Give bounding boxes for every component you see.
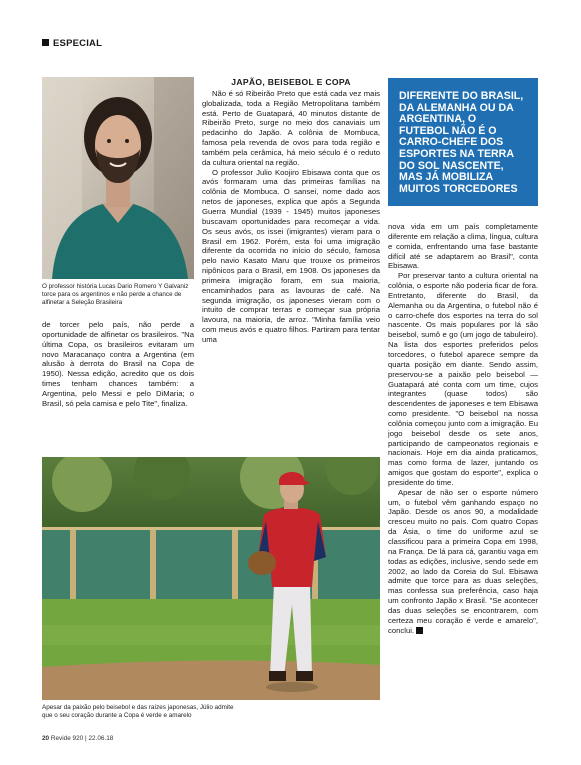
baseball-player-illustration [42,457,380,700]
section-heading: JAPÃO, BEISEBOL E COPA [231,77,351,87]
professor-photo-caption: O professor história Lucas Dario Romero Y Galvaniz torce para os argentinos e não perde a chance de alfinetar a Seleção Brasileira [42,283,189,306]
column-3 [388,222,538,635]
footer-separator: | [85,735,87,742]
column-2-paragraph-1: Não é só Ribeirão Preto que está cada vez mais globalizada, toda a Região Metropolitana também está. Perto de Guatapará, 40 minutos distante de Ribeirão Preto, surge no meio dos canaviais um pedacinho do Japão. A colônia de Mombuca, famosa pela revenda de ovos para toda região e também pela cerâmica, há meio século é o reduto da cultura oriental na região. [202,88,380,167]
magazine-issue: Revide 920 [50,735,84,742]
page-footer [42,735,113,742]
column-2-paragraph-2: O professor Julio Koojiro Ebisawa conta que os avós formaram uma das primeiras famílias na colônia de Mombuca. O sansei, nome dado aos netos de japoneses, explica que após a Segunda Guerra Mundial (1939 - 1945) muitos japoneses buscavam oportunidades para recomeçar a vida. Os seus avós, os issei (imigrantes) vieram para o Brasil em 1962. Porém, esta foi uma imigração diferente da ocorrida no início do século, famosa pelo navio Kasato Maru que trouxe os primeiros nipônicos para o Brasil, em 1908. Os japoneses da primeira imigração foram, em sua maioria, encaminhados para as lavouras de café. Na segunda imigração, os japoneses vieram com o intuito de comprar terras e começar sua própria lavoura, na maioria, de arroz. "Minha família veio com meus avós e quatro filhos. Partiram para tentar uma [202,167,380,344]
column-3-paragraph-2: Por preservar tanto a cultura oriental na colônia, o esporte não poderia ficar de fora. Entretanto, diferente do Brasil, da Alemanha ou da Argentina, o futebol não é o carro-chefe dos esportes na terra do sol nascente. Os mais populares por lá são beisebol, sumô e go (um jogo de tabuleiro). Na lista dos esportes preferidos pelos torcedores, o futebol aparece sempre da quarta posição em diante. Sendo assim, preservou-se a paixão pelo beisebol — Guatapará até conta com um time, cujos integrantes (quase todos) são descendentes de japoneses e tem Ebisawa como presidente. "O beisebol na nossa colônia começou junto com a imigração. Eu jogo beisebol desde os sete anos, participando de campeonatos regionais e nacionais. Hoje em dia ainda praticamos, mas como forma de lazer, juntando os amigos que gostam do esporte", explica o presidente do time. [388,271,538,487]
baseball-player-photo [42,457,380,700]
column-2 [202,78,380,345]
baseball-photo-caption: Apesar da paixão pelo beisebol e das raízes japonesas, Júlio admite que o seu coração durante a Copa é verde e amarelo [42,704,234,719]
section-label: ESPECIAL [42,38,102,49]
section-square-icon [42,39,49,46]
column-3-paragraph-1: nova vida em um país completamente diferente em relação a clima, língua, cultura e comida, enfrentando uma fase bastante difícil até se adaptarem ao Brasil", conta Ebisawa. [388,222,538,271]
column-1 [42,320,194,409]
professor-photo-illustration [42,77,194,279]
professor-photo [42,77,194,279]
page-number: 20 [42,735,50,742]
end-mark-icon [416,627,423,634]
column-3-paragraph-3: Apesar de não ser o esporte número um, o futebol vêm ganhando espaço no Japão. Desde os anos 90, a modalidade cresceu muito no país. Com quatro Copas da Ásia, o time do uniforme azul se classificou para a primeira Copa em 1998, na França. De lá para cá, garantiu vaga em todas as edições, inclusive, sendo sede em 2002, ao lado da Coreia do Sul. Ebisawa admite que torce para as duas seleções, mas confessa sua preferência, caso haja um confronto Japão x Brasil. "Se acontecer das duas seleções se encontrarem, com certeza meu coração é verde e amarelo", conclui. [388,487,538,635]
issue-date: 22.06.18 [88,735,114,742]
column-1-paragraph: de torcer pelo país, não perde a oportunidade de alfinetar os brasileiros. "Na última Copa, os brasileiros evitaram um novo Maracanaço contra a Argentina (em alusão à derrota do Brasil na Copa de 1950). Nessa edição, acredito que os dois times tenham chances também: a Argentina, pelo Messi e pelo DiMaria; o Brasil, só pela camisa e pelo Tite", finaliza. [42,320,194,408]
pull-quote-box: DIFERENTE DO BRASIL, DA ALEMANHA OU DA ARGENTINA, O FUTEBOL NÃO É O CARRO-CHEFE DOS ESPORTES NA TERRA DO SOL NASCENTE, MAS JÁ MOBILIZA MUITOS TORCEDORES [388,78,538,206]
